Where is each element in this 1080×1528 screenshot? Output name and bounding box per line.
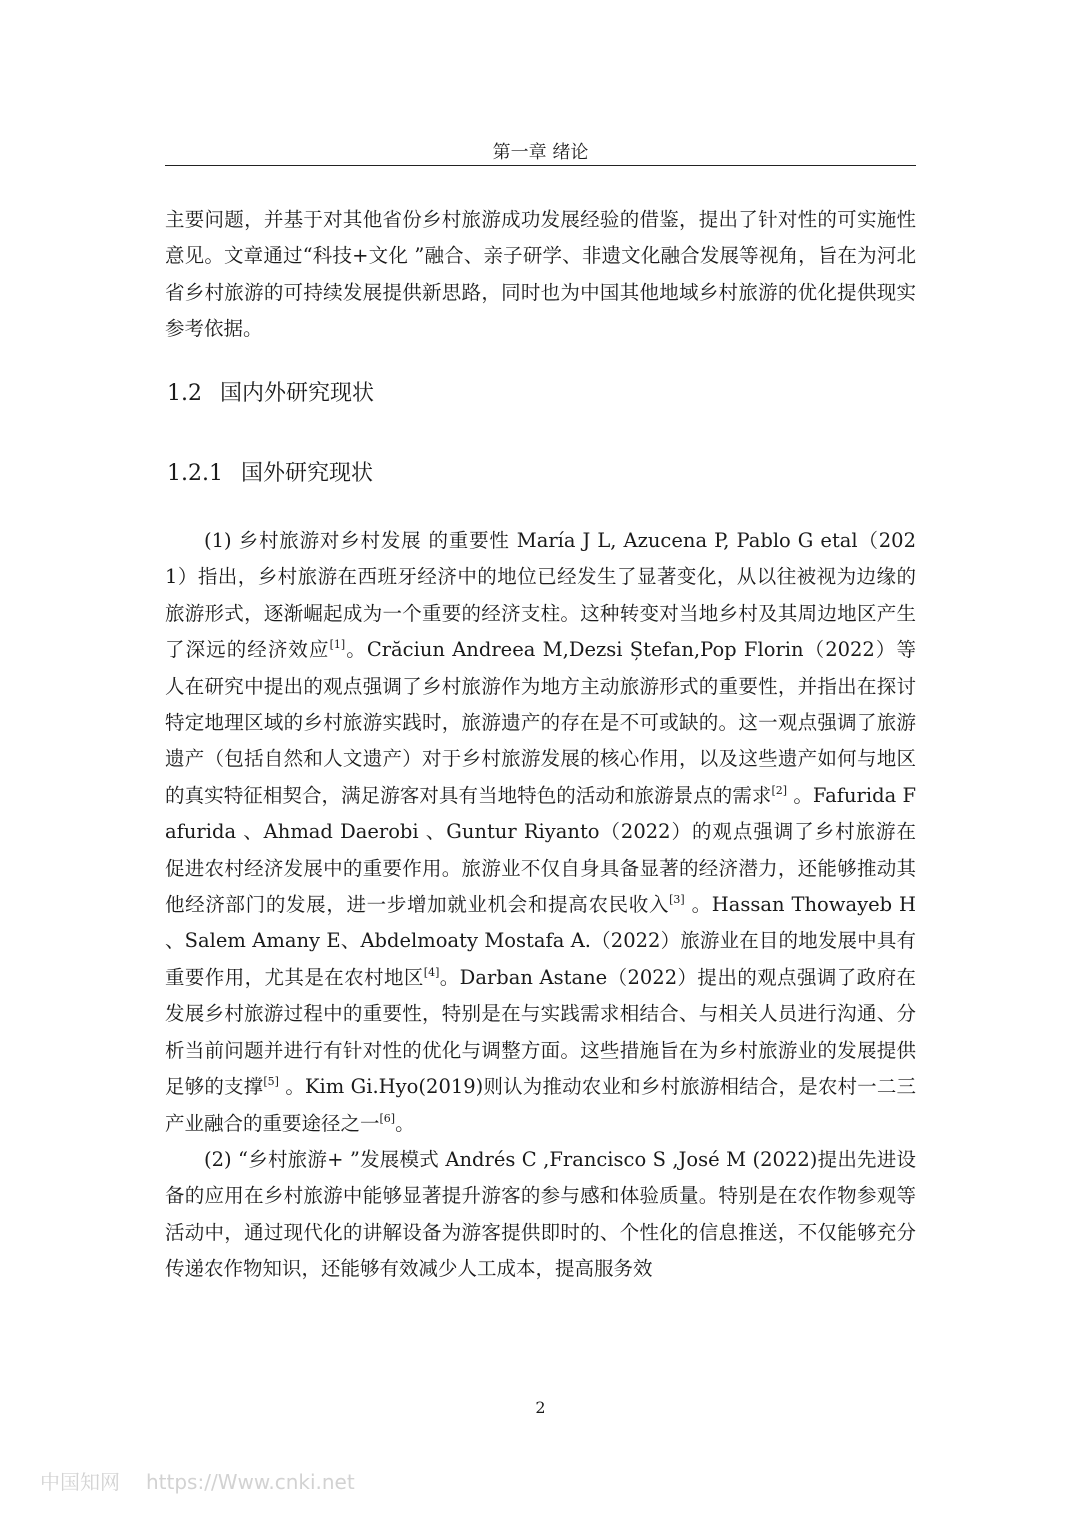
paragraph1-part7: 。 xyxy=(395,1111,415,1135)
section-heading xyxy=(167,378,374,410)
citation-6: [6] xyxy=(379,1111,396,1125)
paragraph-rural-tourism-plus-model: (2) “乡村旅游+ ”发展模式 Andrés C ,Francisco S ,José M (2022)提出先进设备的应用在乡村旅游中能够显著提升游客的参与感和体验质量。特别是在农作物参观等活动中，通过现代化的讲解设备为游客提供即时的、个性化的信息推送，不仅能够充分传递农作物知识，还能够有效减少人工成本，提高服务效 xyxy=(165,1147,916,1281)
watermark-url: https://Www.cnki.net xyxy=(146,1470,355,1494)
intro-paragraph: 主要问题，并基于对其他省份乡村旅游成功发展经验的借鉴，提出了针对性的可实施性意见。文章通过“科技+文化 ”融合、亲子研学、非遗文化融合发展等视角，旨在为河北省乡村旅游的可持续发展提供新思路，同时也为中国其他地域乡村旅游的优化提供现实参考依据。 xyxy=(165,208,916,341)
subsection-number: 1.2.1 xyxy=(167,461,223,486)
section-title: 国内外研究现状 xyxy=(220,381,375,406)
paragraph1-part2: 。Crăciun Andreea M,Dezsi Ștefan,Pop Florin（2022）等人在研究中提出的观点强调了乡村旅游作为地方主动旅游形式的重要性，并指出在探讨特定地理区域的乡村旅游实践时，旅游遗产的存在是不可或缺的。这一观点强调了旅游遗产（包括自然和人文遗产）对于乡村旅游发展的核心作用，以及这些遗产如何与地区的真实特征相契合，满足游客对具有当地特色的活动和旅游景点的需求 xyxy=(165,638,916,807)
citation-3: [3] xyxy=(669,893,685,907)
paragraph1-part6: 。Kim Gi.Hyo(2019)则认为推动农业和乡村旅游相结合，是农村一二三产业融合的重要途径之一 xyxy=(165,1075,916,1135)
running-header: 第一章 绪论 xyxy=(492,142,589,163)
cnki-watermark xyxy=(40,1466,355,1495)
citation-1: [1] xyxy=(329,638,346,652)
subsection-heading xyxy=(167,458,373,490)
header-rule xyxy=(165,165,916,166)
subsection-title: 国外研究现状 xyxy=(240,461,373,486)
main-text-block xyxy=(165,523,916,1288)
paragraph1-part4: 。Hassan Thowayeb H 、Salem Amany E、Abdelmoaty Mostafa A.（2022）旅游业在目的地发展中具有重要作用，尤其是在农村地区 xyxy=(165,893,916,989)
citation-5: [5] xyxy=(263,1075,279,1089)
paragraph-rural-tourism-importance xyxy=(165,523,916,1142)
paragraph1-part5: 。Darban Astane（2022）提出的观点强调了政府在发展乡村旅游过程中的重要性，特别是在与实践需求相结合、与相关人员进行沟通、分析当前问题并进行有针对性的优化与调整方面。这些措施旨在为乡村旅游业的发展提供足够的支撑 xyxy=(165,965,916,1099)
citation-2: [2] xyxy=(771,783,788,797)
paragraph1-part1: (1) 乡村旅游对乡村发展 的重要性 María J L, Azucena P, Pablo G etal（2021）指出，乡村旅游在西班牙经济中的地位已经发生了显著变化，从以往被视为边缘的旅游形式，逐渐崛起成为一个重要的经济支柱。这种转变对当地乡村及其周边地区产生了深远的经济效应 xyxy=(165,529,916,662)
page-number: 2 xyxy=(535,1398,546,1417)
paragraph1-part3: 。Fafurida Fafurida 、Ahmad Daerobi 、Guntur Riyanto（2022）的观点强调了乡村旅游在促进农村经济发展中的重要作用。旅游业不仅自身具备显著的经济潜力，还能够推动其他经济部门的发展，进一步增加就业机会和提高农民收入 xyxy=(165,783,916,917)
section-number: 1.2 xyxy=(167,381,202,406)
watermark-logo-text: 中国知网 xyxy=(40,1470,120,1494)
intro-paragraph-block xyxy=(165,202,916,348)
citation-4: [4] xyxy=(423,965,440,979)
